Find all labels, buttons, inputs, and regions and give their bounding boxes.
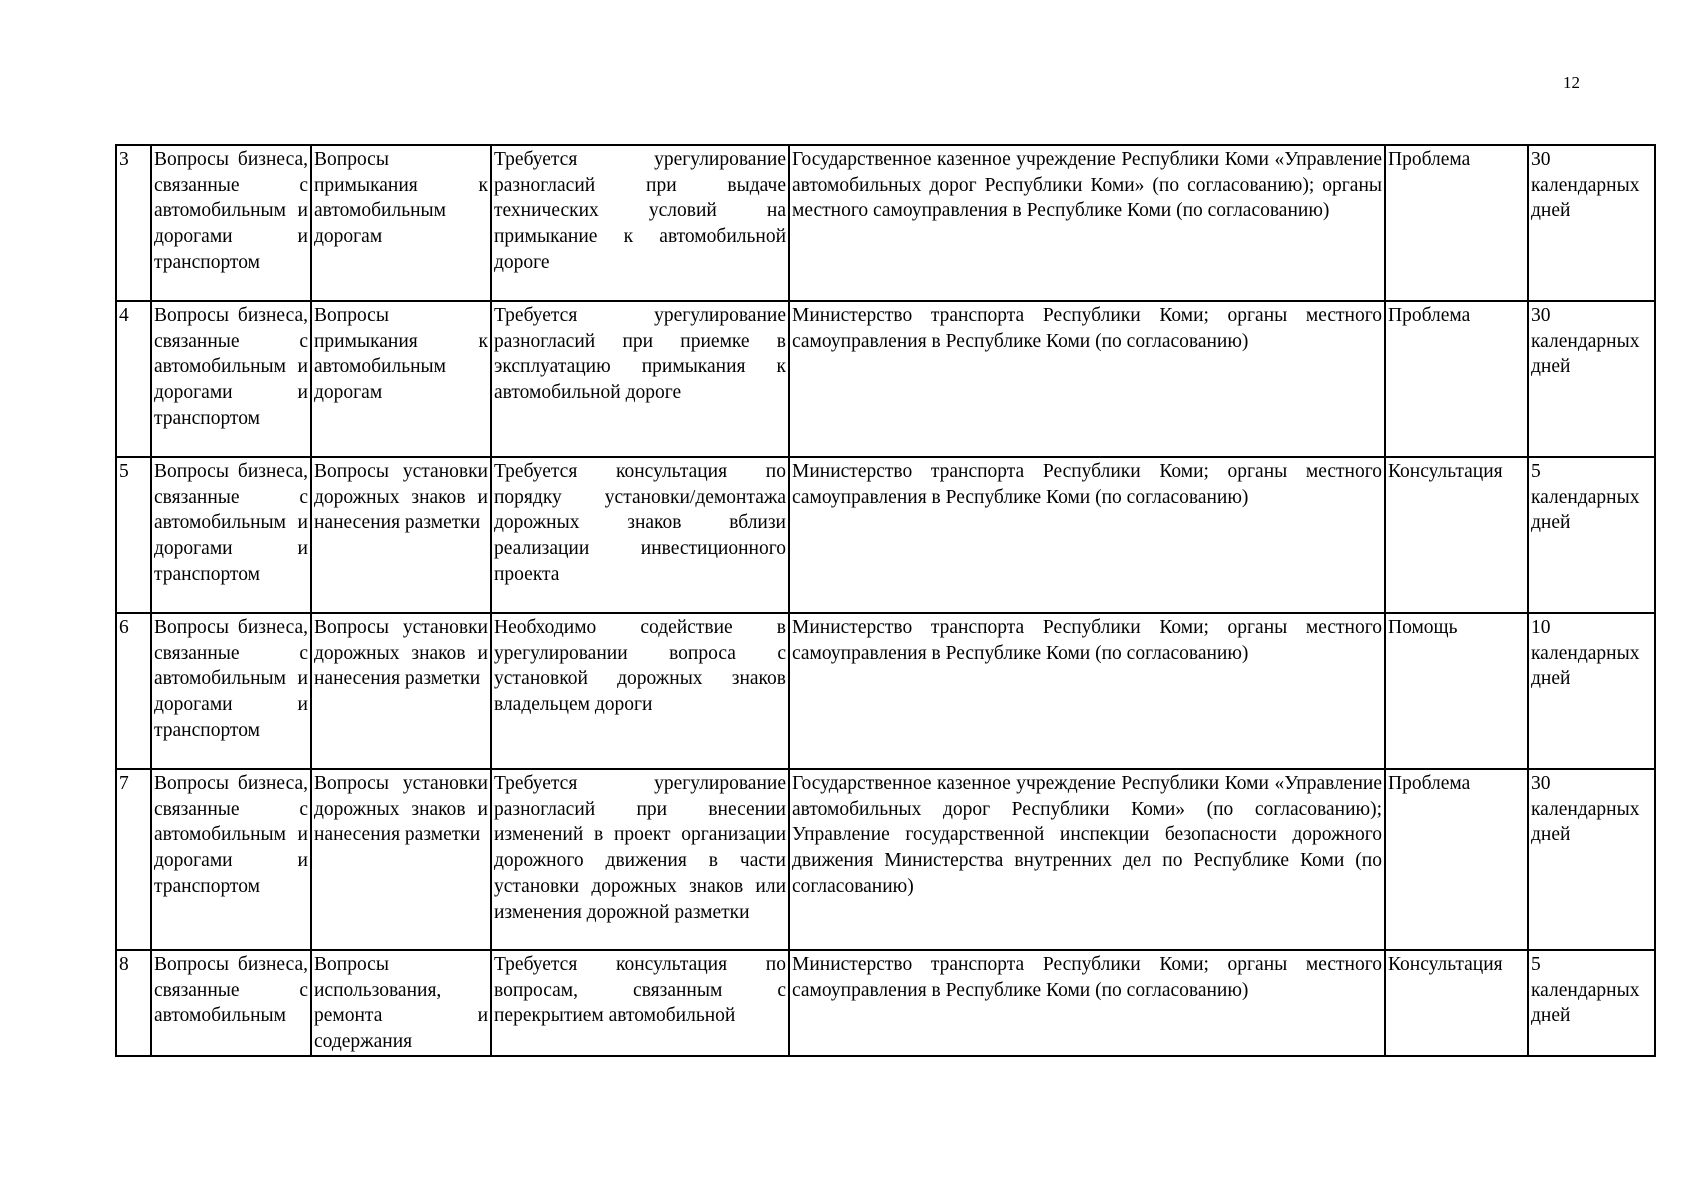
table-row [116, 769, 1655, 950]
subtopic-cell: Вопросы установки дорожных знаков и нанесения разметки [311, 613, 491, 769]
table-row [116, 457, 1655, 613]
description-cell: Требуется консультация по порядку установки/демонтажа дорожных знаков вблизи реализации инвестиционного проекта [491, 457, 789, 613]
subtopic-cell: Вопросы примыкания к автомобильным дорогам [311, 145, 491, 301]
topic-cell: Вопросы бизнеса, связанные с автомобильным и дорогами и транспортом [151, 457, 311, 613]
topic-cell: Вопросы бизнеса, связанные с автомобильным и дорогами и транспортом [151, 301, 311, 457]
table-row [116, 950, 1655, 1056]
request-type-cell: Проблема [1385, 769, 1528, 950]
subtopic-cell: Вопросы установки дорожных знаков и нанесения разметки [311, 769, 491, 950]
topic-cell: Вопросы бизнеса, связанные с автомобильным и дорогами и транспортом [151, 145, 311, 301]
table-row [116, 301, 1655, 457]
deadline-cell: 30 календарных дней [1528, 301, 1655, 457]
deadline-cell: 30 календарных дней [1528, 145, 1655, 301]
support-table [115, 144, 1656, 1057]
request-type-cell: Помощь [1385, 613, 1528, 769]
responsible-cell: Министерство транспорта Республики Коми; органы местного самоуправления в Республике Коми (по согласованию) [789, 301, 1385, 457]
responsible-cell: Государственное казенное учреждение Республики Коми «Управление автомобильных дорог Республики Коми» (по согласованию); Управление государственной инспекции безопасности дорожного движения Министерства внутренних дел по Республике Коми (по согласованию) [789, 769, 1385, 950]
row-number: 7 [116, 769, 151, 950]
deadline-cell: 30 календарных дней [1528, 769, 1655, 950]
subtopic-cell: Вопросы использования, ремонта и содержания [311, 950, 491, 1056]
request-type-cell: Консультация [1385, 457, 1528, 613]
row-number: 4 [116, 301, 151, 457]
row-number: 6 [116, 613, 151, 769]
description-cell: Необходимо содействие в урегулировании вопроса с установкой дорожных знаков владельцем дороги [491, 613, 789, 769]
responsible-cell: Министерство транспорта Республики Коми; органы местного самоуправления в Республике Коми (по согласованию) [789, 950, 1385, 1056]
responsible-cell: Министерство транспорта Республики Коми; органы местного самоуправления в Республике Коми (по согласованию) [789, 613, 1385, 769]
responsible-cell: Государственное казенное учреждение Республики Коми «Управление автомобильных дорог Республики Коми» (по согласованию); органы местного самоуправления в Республике Коми (по согласованию) [789, 145, 1385, 301]
description-cell: Требуется урегулирование разногласий при приемке в эксплуатацию примыкания к автомобильной дороге [491, 301, 789, 457]
subtopic-cell: Вопросы примыкания к автомобильным дорогам [311, 301, 491, 457]
description-cell: Требуется урегулирование разногласий при выдаче технических условий на примыкание к автомобильной дороге [491, 145, 789, 301]
row-number: 5 [116, 457, 151, 613]
responsible-cell: Министерство транспорта Республики Коми; органы местного самоуправления в Республике Коми (по согласованию) [789, 457, 1385, 613]
deadline-cell: 5 календарных дней [1528, 950, 1655, 1056]
topic-cell: Вопросы бизнеса, связанные с автомобильным и дорогами и транспортом [151, 769, 311, 950]
row-number: 3 [116, 145, 151, 301]
table-row [116, 613, 1655, 769]
request-type-cell: Проблема [1385, 145, 1528, 301]
request-type-cell: Консультация [1385, 950, 1528, 1056]
description-cell: Требуется урегулирование разногласий при внесении изменений в проект организации дорожного движения в части установки дорожных знаков или изменения дорожной разметки [491, 769, 789, 950]
topic-cell: Вопросы бизнеса, связанные с автомобильным и дорогами и транспортом [151, 613, 311, 769]
row-number: 8 [116, 950, 151, 1056]
description-cell: Требуется консультация по вопросам, связанным с перекрытием автомобильной [491, 950, 789, 1056]
page-number: 12 [1563, 73, 1580, 92]
deadline-cell: 10 календарных дней [1528, 613, 1655, 769]
table-row [116, 145, 1655, 301]
deadline-cell: 5 календарных дней [1528, 457, 1655, 613]
topic-cell: Вопросы бизнеса, связанные с автомобильным [151, 950, 311, 1056]
request-type-cell: Проблема [1385, 301, 1528, 457]
subtopic-cell: Вопросы установки дорожных знаков и нанесения разметки [311, 457, 491, 613]
